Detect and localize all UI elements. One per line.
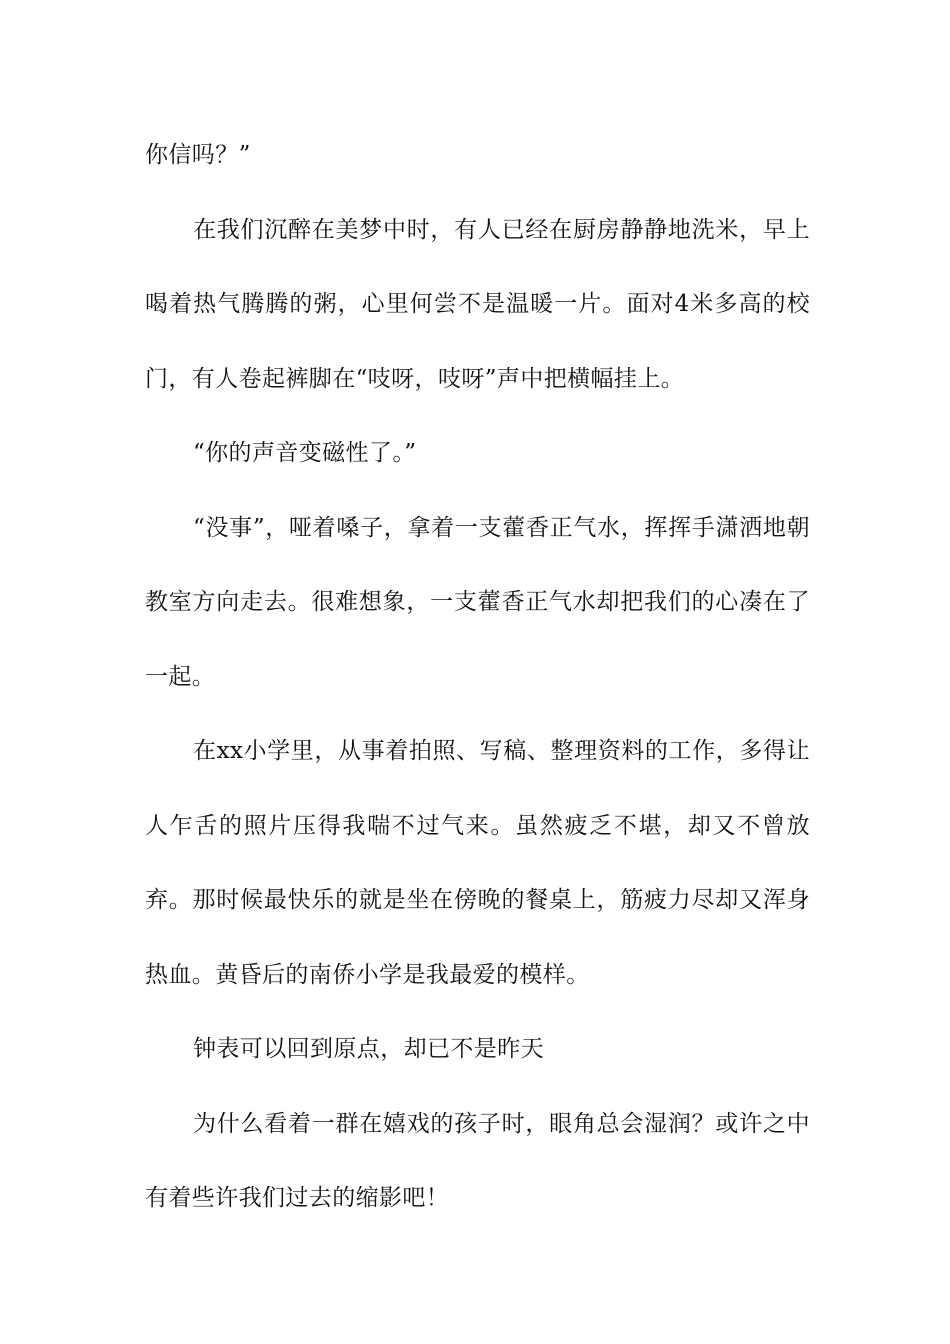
paragraph-7: 为什么看着一群在嬉戏的孩子时，眼角总会湿润？或许之中有着些许我们过去的缩影吧！ [145, 1110, 810, 1211]
paragraph-3: “你的声音变磁性了。” [193, 440, 417, 466]
paragraph-2: 在我们沉醉在美梦中时，有人已经在厨房静静地洗米，早上喝着热气腾腾的粥，心里何尝不是温暖一片。面对4米多高的校门，有人卷起裤脚在“吱呀，吱呀”声中把横幅挂上。 [145, 216, 810, 392]
paragraph-4: “没事”，哑着嗓子，拿着一支藿香正气水，挥挥手潇洒地朝教室方向走去。很难想象，一支藿香正气水却把我们的心凑在了一起。 [145, 514, 810, 690]
paragraph-6: 钟表可以回到原点，却已不是昨天 [193, 1036, 544, 1062]
paragraph-1: 你信吗？” [145, 142, 251, 168]
body-text [145, 118, 810, 1236]
paragraph-5: 在xx小学里，从事着拍照、写稿、整理资料的工作，多得让人乍舌的照片压得我喘不过气来。虽然疲乏不堪，却又不曾放弃。那时候最快乐的就是坐在傍晚的餐桌上，筋疲力尽却又浑身热血。黄昏后的南侨小学是我最爱的模样。 [145, 738, 810, 988]
